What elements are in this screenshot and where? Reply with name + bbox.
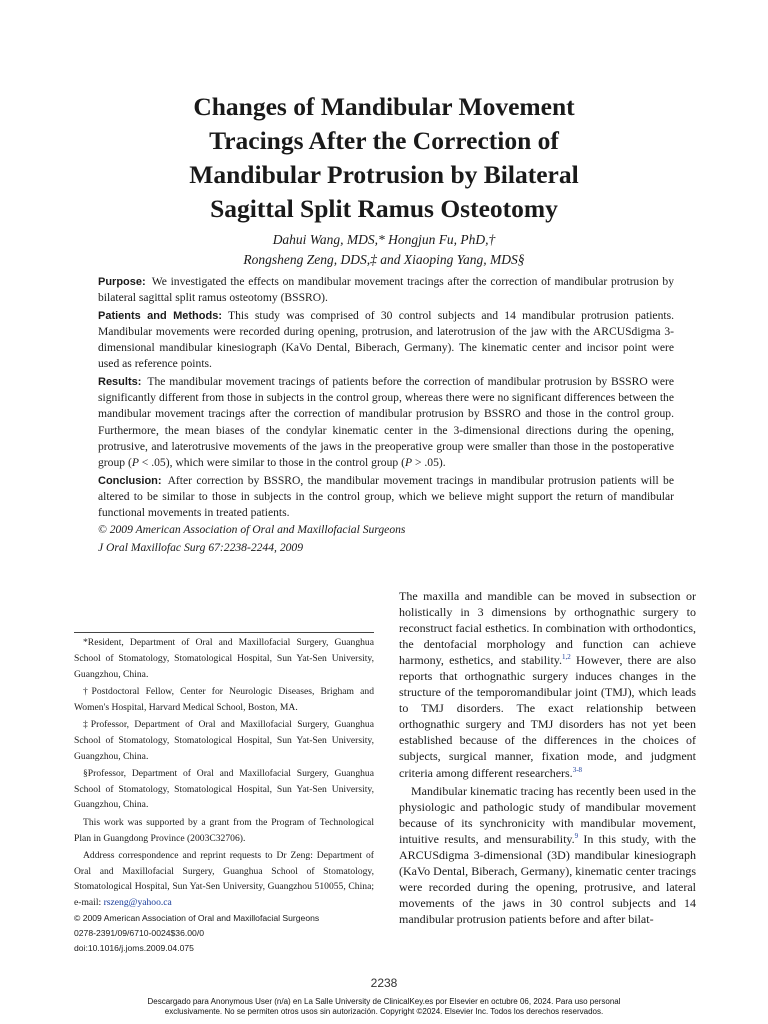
journal-citation: J Oral Maxillofac Surg 67:2238-2244, 2009 [98,540,304,554]
purpose-heading: Purpose: [98,276,146,288]
abstract [98,274,674,557]
reference-link[interactable]: 9 [574,831,579,840]
body-paragraph [399,783,696,927]
grant-note: This work was supported by a grant from the Program of Technological Plan in Guangdong Province (2003C32706). [74,816,374,844]
correspondence-text: Address correspondence and reprint requests to Dr Zeng: Department of Oral and Maxillofacial Surgery, Guanghua School of Stomatology, Stomatological Hospital, Sun Yat-Sen University, Guangzhou 510055, China; e-mail: [74,849,374,909]
body-paragraph [399,588,696,781]
body-column [399,588,696,927]
doi: doi:10.1016/j.joms.2009.04.075 [74,943,194,954]
page-number: 2238 [370,976,398,990]
author-line: Rongsheng Zeng, DDS,‡ and Xiaoping Yang, MDS§ [243,252,525,267]
footnote: *Resident, Department of Oral and Maxillofacial Surgery, Guanghua School of Stomatology, Stomatological Hospital, Sun Yat-Sen University, Guangzhou, China. [74,637,374,680]
download-notice [60,997,708,1017]
results-text: The mandibular movement tracings of patients before the correction of mandibular protrusion by BSSRO were significantly different from those in subjects in the control group, whereas there were no significant differences between the mandibular movement tracings after the correction of mandibular protrusion by BSSRO and those in the control group. Furthermore, the mean biases of the condylar kinematic center in the 3-dimensional directions during the opening, protrusive, and laterotrusive movements of the jaws in the preoperative group were smaller than those in the postoperative group ( [98,374,674,470]
footnote: §Professor, Department of Oral and Maxillofacial Surgery, Guanghua School of Stomatology, Stomatological Hospital, Sun Yat-Sen University, Guangzhou, China. [74,767,374,811]
purpose-text: We investigated the effects on mandibular movement tracings after the correction of mandibular protrusion by bilateral sagittal split ramus osteotomy (BSSRO). [98,275,674,305]
abstract-purpose [98,274,674,307]
methods-heading: Patients and Methods: [98,309,223,322]
conclusion-heading: Conclusion: [98,474,162,487]
abstract-methods [98,308,674,373]
author-list [100,230,668,270]
article-title [100,90,668,226]
email-link[interactable]: rszeng@yahoo.ca [103,897,172,909]
footnote: ‡Professor, Department of Oral and Maxillofacial Surgery, Guanghua School of Stomatology, Stomatological Hospital, Sun Yat-Sen University, Guangzhou, China. [74,718,374,762]
title-line: Mandibular Protrusion by Bilateral [189,160,579,189]
download-notice-line: exclusivamente. No se permiten otros usos sin autorización. Copyright ©2024. Elsevier Inc. Todos los derechos reservados. [164,1007,604,1016]
results-text: > .05). [412,456,446,470]
results-heading: Results: [98,375,142,388]
abstract-conclusion [98,473,674,522]
body-text: In this study, with the ARCUSdigma 3-dimensional (3D) mandibular kinesiograph (KaVo Dental, Biberach, Germany), kinematic center tracings were recorded during the opening, protrusive, and lateral movements of the jaws in 30 control subjects and 14 mandibular protrusion patients before and after bilat- [399,831,696,926]
title-line: Tracings After the Correction of [209,126,559,155]
correspondence-note [74,848,374,911]
conclusion-text: After correction by BSSRO, the mandibular movement tracings in mandibular protrusion patients will be altered to be similar to those in subjects in the control group, which we believe might support the return of mandibular functional movements in treated patients. [98,473,674,520]
title-line: Sagittal Split Ramus Osteotomy [210,194,558,223]
footnote: †Postdoctoral Fellow, Center for Neurologic Diseases, Brigham and Women's Hospital, Harvard Medical School, Boston, MA. [74,685,374,713]
body-text: The maxilla and mandible can be moved in subsection or holistically in 3 dimensions by orthognathic surgery to reconstruct facial esthetics. In combination with orthodontics, the dentofacial morphology and function can achieve harmony, esthetics, and stability. [399,589,696,668]
p-value-symbol: P [131,456,139,470]
body-text: Mandibular kinematic tracing has recently been used in the physiologic and pathologic study of mandibular movement because of its synchronicity with mandibular movement, intuitive results, and mensurability. [399,783,696,846]
download-notice-line: Descargado para Anonymous User (n/a) en La Salle University de ClinicalKey.es por Elsevier en octubre 06, 2024. Para uso personal [147,997,621,1006]
issn: 0278-2391/09/6710-0024$36.00/0 [74,928,204,939]
footnotes [74,632,374,957]
footnote-copyright: © 2009 American Association of Oral and Maxillofacial Surgeons [74,913,320,924]
methods-text: This study was comprised of 30 control subjects and 14 mandibular protrusion patients. Mandibular movements were recorded during opening, protrusion, and laterotrusion of the jaw with the ARCUSdigma 3-dimensional mandibular kinesiograph (KaVo Dental, Biberach, Germany). The kinematic center and incisor point were used as reference points. [98,308,675,371]
abstract-copyright: © 2009 American Association of Oral and Maxillofacial Surgeons [98,523,406,537]
p-value-symbol: P [404,456,413,470]
results-text: < .05), which were similar to those in the control group ( [138,456,405,470]
reference-link[interactable]: 1,2 [562,653,571,662]
author-line: Dahui Wang, MDS,* Hongjun Fu, PhD,† [272,232,496,247]
title-line: Changes of Mandibular Movement [193,92,575,121]
body-text: However, there are also reports that orthognathic surgery induces changes in the structure of the temporomandibular joint (TMJ), which leads to TMJ disorders. The exact relationship between orthognathic surgery and TMJ disorders has not yet been established because of the differences in the choices of subjects, surgical manner, fixation mode, and judgment criteria among different researchers. [399,653,696,780]
abstract-results [98,374,674,472]
reference-link[interactable]: 3-8 [572,765,583,774]
